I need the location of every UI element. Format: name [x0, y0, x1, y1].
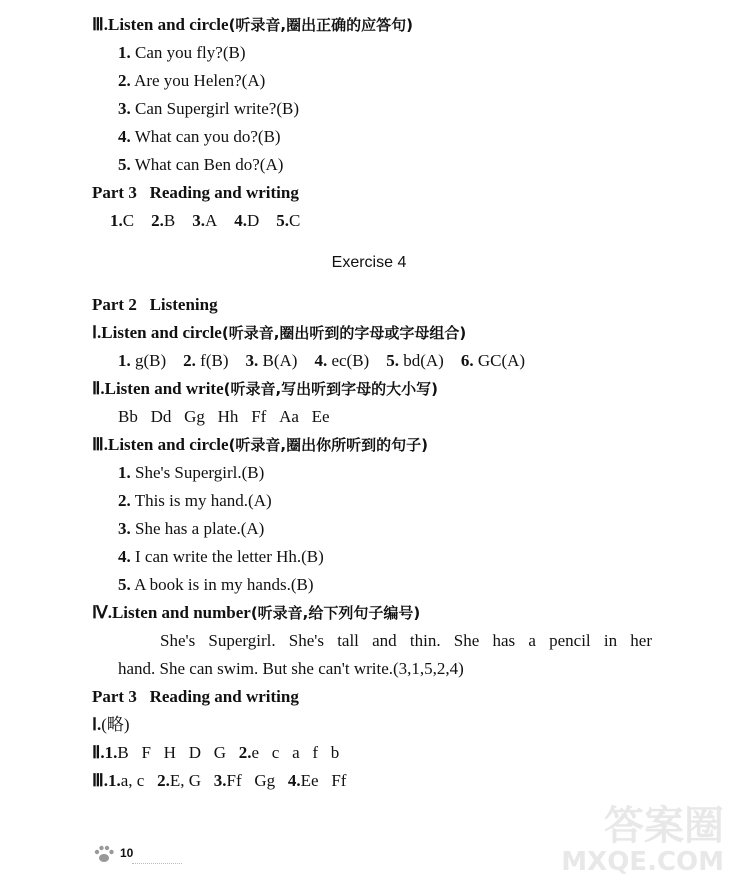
answer-item: 4. What can you do?(B): [118, 127, 281, 146]
paragraph-line-1: She's Supergirl. She's tall and thin. She has a pencil in her: [160, 631, 652, 650]
footer-divider: [132, 857, 182, 864]
answer-item: 3. Can Supergirl write?(B): [118, 99, 299, 118]
sec1-answers: 1. g(B) 2. f(B) 3. B(A) 4. ec(B) 5. bd(A) 6. GC(A): [118, 351, 526, 370]
rw-section-3: Ⅲ.1.a, c 2.E, G 3.Ff Gg 4.Ee Ff: [92, 771, 347, 790]
answer-item: 2. Are you Helen?(A): [118, 71, 266, 90]
part3-title-top: Part 3 Reading and writing: [92, 183, 299, 202]
part3-answers-top: 1.C 2.B 3.A 4.D 5.C: [110, 211, 301, 230]
exercise-title: Exercise 4: [331, 254, 407, 271]
answer-item: 1. Can you fly?(B): [118, 43, 246, 62]
section-heading-listen-circle-sentences: Ⅲ.Listen and circle(听录音,圈出你所听到的句子): [92, 435, 428, 454]
section-heading-listen-number: Ⅳ.Listen and number(听录音,给下列句子编号): [92, 603, 421, 622]
part3-title: Part 3 Reading and writing: [92, 687, 299, 706]
part2-title: Part 2 Listening: [92, 295, 218, 314]
section-heading-listen-circle-top: Ⅲ.Listen and circle(听录音,圈出正确的应答句): [92, 15, 413, 34]
answer-item: 5. What can Ben do?(A): [118, 155, 284, 174]
section-heading-listen-write: Ⅱ.Listen and write(听录音,写出听到字母的大小写): [92, 379, 439, 398]
paw-icon: [92, 844, 116, 864]
paragraph-line-2: hand. She can swim. But she can't write.(3,1,5,2,4): [118, 659, 464, 678]
answer-item: 2. This is my hand.(A): [118, 491, 272, 510]
answer-item: 1. She's Supergirl.(B): [118, 463, 265, 482]
watermark: 答案圈 MXQE.COM: [561, 803, 724, 877]
rw-section-2: Ⅱ.1.B F H D G 2.e c a f b: [92, 743, 340, 762]
answer-item: 3. She has a plate.(A): [118, 519, 265, 538]
answer-item: 5. A book is in my hands.(B): [118, 575, 314, 594]
page-number: 10: [120, 846, 134, 860]
rw-section-1: Ⅰ.(略): [92, 715, 130, 734]
section-heading-listen-circle: Ⅰ.Listen and circle(听录音,圈出听到的字母或字母组合): [92, 323, 467, 342]
sec2-letters: Bb Dd Gg Hh Ff Aa Ee: [118, 407, 330, 426]
answer-item: 4. I can write the letter Hh.(B): [118, 547, 324, 566]
